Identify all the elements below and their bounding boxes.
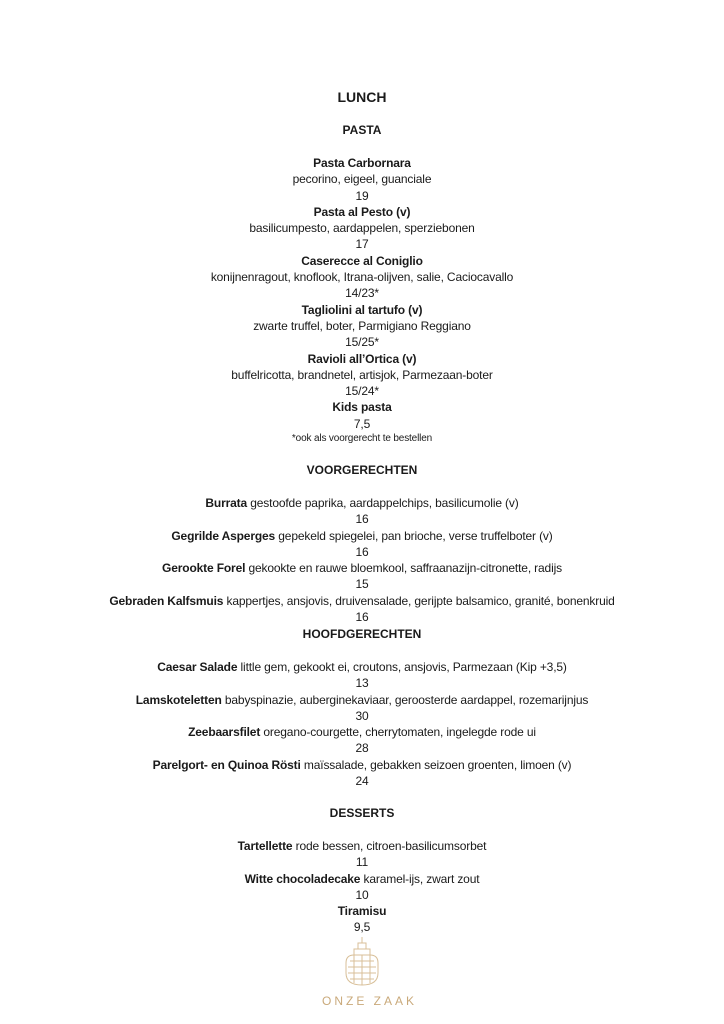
section-heading: DESSERTS xyxy=(329,806,395,820)
section-pasta xyxy=(0,122,724,446)
section-note: *ook als voorgerecht te bestellen xyxy=(291,433,433,445)
item-price: 24 xyxy=(355,774,369,789)
item-price: 19 xyxy=(355,188,369,203)
item-price: 9,5 xyxy=(353,920,371,935)
item-description: karamel-ijs, zwart zout xyxy=(363,871,480,886)
item-price: 11 xyxy=(355,855,369,870)
section-desserts xyxy=(0,805,724,936)
menu-title: LUNCH xyxy=(337,89,387,105)
item-name: Burrata xyxy=(205,496,248,510)
item-line xyxy=(0,724,724,740)
menu-item xyxy=(0,757,724,790)
item-line xyxy=(0,871,724,887)
item-description: oregano-courgette, cherrytomaten, ingelegde rode ui xyxy=(263,725,536,740)
item-description: maïssalade, gebakken seizoen groenten, limoen (v) xyxy=(303,757,572,772)
item-description: gestoofde paprika, aardappelchips, basilicumolie (v) xyxy=(250,496,519,510)
item-price: 14/23* xyxy=(345,286,379,301)
item-price: 15/24* xyxy=(345,384,379,399)
item-name: Pasta Carbornara xyxy=(313,156,411,170)
item-name: Lamskoteletten xyxy=(135,692,222,707)
item-price: 17 xyxy=(355,237,369,252)
item-name: Witte chocoladecake xyxy=(244,871,361,886)
menu-item xyxy=(0,302,724,351)
logo-text: ONZE ZAAK xyxy=(322,994,418,1008)
item-name: Caesar Salade xyxy=(157,660,238,674)
item-name: Tartellette xyxy=(237,839,293,853)
item-description: basilicumpesto, aardappelen, sperziebonen xyxy=(249,221,475,236)
item-line xyxy=(0,560,724,576)
menu-item xyxy=(0,528,724,561)
item-line xyxy=(0,692,724,708)
onze-zaak-logo xyxy=(322,935,418,1008)
item-line xyxy=(0,528,724,544)
item-description: kappertjes, ansjovis, druivensalade, gerijpte balsamico, granité, bonenkruid xyxy=(226,593,615,608)
item-name: Zeebaarsfilet xyxy=(188,725,261,740)
item-description: gekookte en rauwe bloemkool, saffraanazijn-citronette, radijs xyxy=(248,561,562,576)
menu-item xyxy=(0,659,724,692)
item-price: 16 xyxy=(355,610,369,625)
section-heading: VOORGERECHTEN xyxy=(306,463,418,477)
item-line xyxy=(0,757,724,773)
item-description: konijnenragout, knoflook, Itrana-olijven, salie, Caciocavallo xyxy=(210,270,514,285)
item-price: 28 xyxy=(355,741,369,756)
menu-item xyxy=(0,871,724,904)
item-description: pecorino, eigeel, guanciale xyxy=(292,172,432,187)
item-name: Ravioli all’Ortica (v) xyxy=(307,351,417,366)
menu-item xyxy=(0,204,724,253)
item-name: Caserecce al Coniglio xyxy=(301,253,423,268)
item-description: zwarte truffel, boter, Parmigiano Reggiano xyxy=(253,318,471,333)
menu-item xyxy=(0,724,724,757)
section-hoofdgerechten xyxy=(0,626,724,789)
item-description: babyspinazie, auberginekaviaar, geroosterde aardappel, rozemarijnjus xyxy=(224,692,589,707)
item-description: little gem, gekookt ei, croutons, ansjovis, Parmezaan (Kip +3,5) xyxy=(240,660,567,674)
menu-item xyxy=(0,351,724,400)
item-name: Kids pasta xyxy=(332,400,392,415)
menu-item xyxy=(0,593,724,626)
menu-item xyxy=(0,692,724,725)
item-price: 10 xyxy=(355,887,369,902)
item-price: 7,5 xyxy=(353,416,371,431)
item-description: rode bessen, citroen-basilicumsorbet xyxy=(295,839,487,853)
menu-title-block xyxy=(0,88,724,106)
item-description: gepekeld spiegelei, pan brioche, verse truffelboter (v) xyxy=(278,528,553,543)
item-price: 30 xyxy=(355,708,369,723)
menu-item xyxy=(0,838,724,871)
item-name: Gerookte Forel xyxy=(162,561,246,576)
section-heading: PASTA xyxy=(342,123,382,137)
item-name: Tagliolini al tartufo (v) xyxy=(301,302,423,317)
menu-item xyxy=(0,560,724,593)
item-line xyxy=(0,593,724,609)
item-description: buffelricotta, brandnetel, artisjok, Parmezaan-boter xyxy=(231,367,493,382)
menu-item xyxy=(0,253,724,302)
item-name: Pasta al Pesto (v) xyxy=(313,204,411,219)
item-line xyxy=(0,495,724,511)
item-line xyxy=(0,838,724,854)
item-name: Tiramisu xyxy=(337,904,387,919)
item-line xyxy=(0,659,724,675)
item-price: 16 xyxy=(355,512,369,527)
menu-item xyxy=(0,495,724,528)
section-voorgerechten xyxy=(0,462,724,625)
item-name: Gebraden Kalfsmuis xyxy=(109,593,224,608)
item-line xyxy=(0,903,724,919)
item-price: 15 xyxy=(355,577,369,592)
item-name: Gegrilde Asperges xyxy=(171,528,276,543)
building-logo-icon xyxy=(340,935,384,987)
item-price: 15/25* xyxy=(345,335,379,350)
item-name: Parelgort- en Quinoa Rösti xyxy=(152,757,301,772)
item-price: 13 xyxy=(355,676,369,691)
menu-item xyxy=(0,903,724,936)
section-heading: HOOFDGERECHTEN xyxy=(302,627,422,641)
menu-item xyxy=(0,155,724,204)
menu-item xyxy=(0,399,724,432)
item-price: 16 xyxy=(355,544,369,559)
